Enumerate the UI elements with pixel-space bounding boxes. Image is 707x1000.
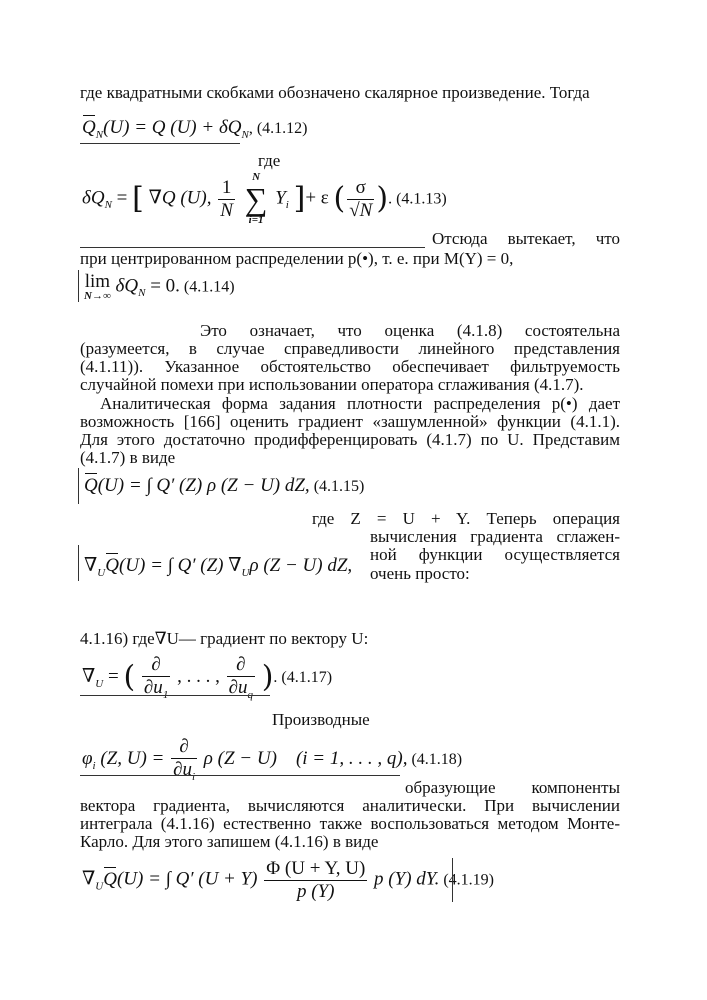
text-4-1-16-gde: 4.1.16) где∇U— градиент по вектору U: xyxy=(80,629,369,648)
text-gde: где xyxy=(258,151,281,170)
paragraph-3-line-4: Карло. Для этого запишем (4.1.16) в виде xyxy=(80,832,379,851)
equation-4-1-18: $\varphi_i$ (Z, U) = $\frac{\partial}{\partial u_i}$ ρ (Z − U) (i = 1, . . . , q), (4.1.18) xyxy=(82,736,463,783)
equation-number: . (4.1.13) xyxy=(388,190,447,208)
text-noy-funkcii: ной функции осуществляется xyxy=(370,545,620,564)
equation-4-1-12: $Q_N(U) = Q$ $(U) + \delta Q_N$, (4.1.12) xyxy=(82,117,308,141)
paragraph-1-line-1: Это означает, что оценка (4.1.8) состоятельна xyxy=(200,321,620,340)
equation-number: . (4.1.17) xyxy=(273,669,333,686)
equation-4-1-14: lim N→∞ $\delta Q_N = 0$. (4.1.14) xyxy=(84,271,235,302)
paragraph-3-line-2: вектора градиента, вычисляются аналитически. При вычислении xyxy=(80,796,620,815)
fraction: $\frac{\Phi (U + Y, U)}{p (Y)}$ xyxy=(266,858,366,902)
paragraph-2-line-1: Аналитическая форма задания плотности распределения p(•) дает xyxy=(100,394,620,413)
equation-4-1-16: $\nabla_UQ(U)$ = ∫ Q′ (Z) $\nabla_U\rho$ (Z − U) dZ, xyxy=(84,555,353,579)
equation-4-1-13: $\delta Q_N$ = [ ∇Q (U), $\frac{1}{N}$ N ∑ i=1 $Y_i$ ]+ ε ( $\frac{\sigma}{√N}$ ). (4.1.13) xyxy=(82,171,447,226)
equation-number: (4.1.15) xyxy=(309,478,365,495)
divider xyxy=(80,775,400,776)
equation-4-1-17: $\nabla_U$ = ( $\frac{\partial}{\partial u_1}$ , . . . , $\frac{\partial}{\partial u_q}$ ). (4.1.17) xyxy=(82,654,333,701)
fraction: $\frac{\partial}{\partial u_1}$ xyxy=(143,654,169,701)
text-gde-z: где Z = U + Y. Теперь операция xyxy=(312,509,620,528)
text-proizvodnye: Производные xyxy=(272,710,370,729)
fraction: $\frac{\partial}{\partial u_q}$ xyxy=(228,654,253,701)
fraction: $\frac{\sigma}{√N}$ xyxy=(349,176,373,221)
paragraph-3-line-3: интеграла (4.1.16) естественно также воспользоваться методом Монте- xyxy=(80,814,620,833)
equation-number: , (4.1.12) xyxy=(248,120,308,137)
text-ochen-prosto: очень просто: xyxy=(370,564,470,583)
text-vychisleniya: вычисления градиента сглажен- xyxy=(370,527,620,546)
equation-number: (4.1.14) xyxy=(179,278,235,296)
paragraph-2-line-4: (4.1.7) в виде xyxy=(80,448,176,467)
paragraph-1-line-2: (разумеется, в случае справедливости линейного представления xyxy=(80,339,620,358)
divider xyxy=(78,545,79,581)
divider xyxy=(80,247,425,248)
paragraph-2-line-2: возможность [166] оценить градиент «зашумленной» функции (4.1.1). xyxy=(80,412,620,431)
paragraph-1-line-4: случайной помехи при использовании оператора сглаживания (4.1.7). xyxy=(80,375,584,394)
divider xyxy=(80,143,240,144)
fraction: $\frac{1}{N}$ xyxy=(220,176,233,221)
divider xyxy=(80,695,270,696)
divider xyxy=(78,270,79,302)
text-line-1: где квадратными скобками обозначено скалярное произведение. Тогда xyxy=(80,83,590,102)
divider xyxy=(452,858,453,902)
paragraph-1-line-3: (4.1.11)). Указанное обстоятельство обеспечивает фильтруемость xyxy=(80,357,620,376)
equation-4-1-15: Q(U) = ∫ Q′ (Z) ρ (Z − U) dZ, (4.1.15) xyxy=(84,475,365,496)
equation-number: (4.1.18) xyxy=(407,751,463,768)
text-centr: при центрированном распределении p(•), т. е. при M(Y) = 0, xyxy=(80,249,514,268)
equation-4-1-19: $\nabla_UQ(U)$ = ∫ Q′ (U + Y) $\frac{\Phi (U + Y, U)}{p (Y)}$ p (Y) dY. (4.1.19) xyxy=(82,858,494,902)
paragraph-2-line-3: Для этого достаточно продифференцировать (4.1.7) по U. Представим xyxy=(80,430,620,449)
sum-icon: N ∑ i=1 xyxy=(244,171,268,226)
text-otsyuda: Отсюда вытекает, что xyxy=(432,229,620,248)
equation-number: (4.1.19) xyxy=(439,871,494,889)
divider xyxy=(78,468,79,504)
fraction: $\frac{\partial}{\partial u_i}$ xyxy=(173,736,196,783)
text-obrazuyuschie: образующие компоненты xyxy=(405,778,620,797)
